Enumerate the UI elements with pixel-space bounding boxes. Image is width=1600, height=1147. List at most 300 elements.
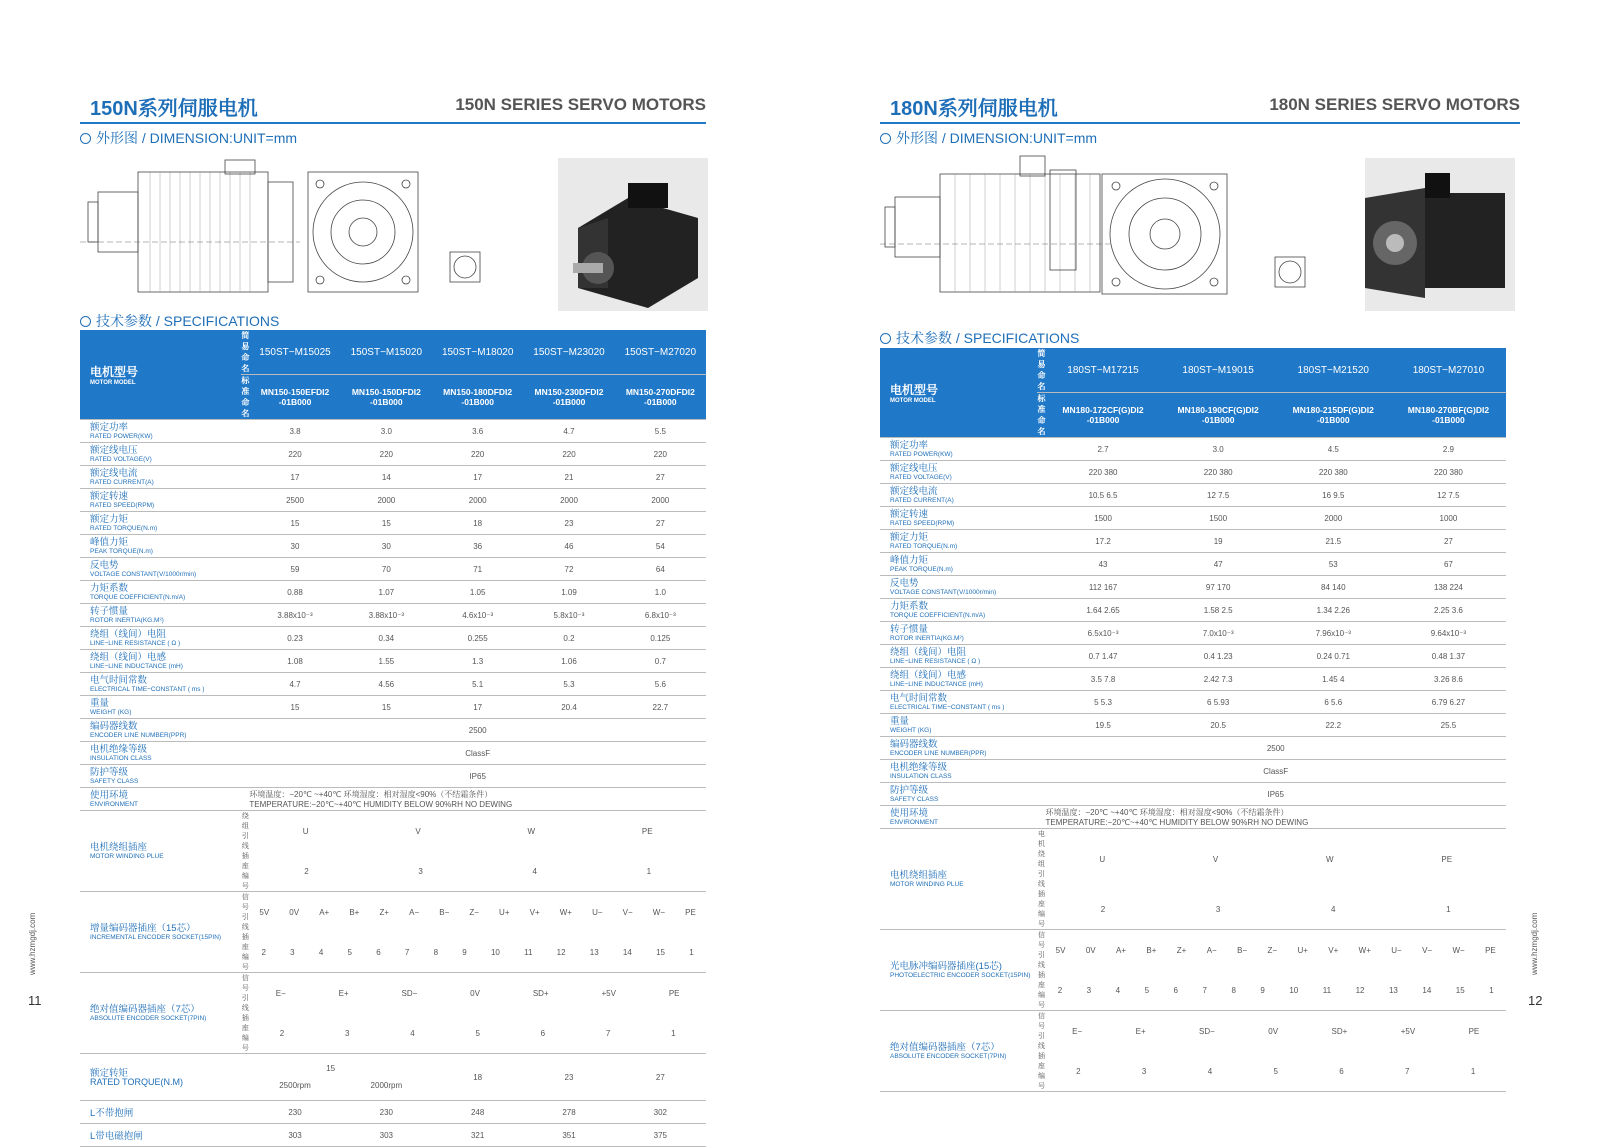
cell-value: 72 — [523, 558, 614, 581]
cell-value: 36 — [432, 535, 523, 558]
cell-value: 375 — [615, 1124, 706, 1147]
motor-model-header: 电机型号 MOTOR MODEL — [80, 330, 241, 420]
pin-number: 7 — [1202, 985, 1207, 995]
socket-sub-label: 电机绕组引线 — [1037, 831, 1045, 888]
pin-number: 13 — [1388, 985, 1398, 995]
dimension-section-title: 外形图 / DIMENSION:UNIT=mm — [880, 128, 1097, 148]
cell-value: 2500 — [1045, 737, 1506, 760]
pin-number: 3 — [418, 866, 423, 876]
row-label — [880, 461, 1045, 484]
pin-label: A+ — [1116, 945, 1127, 955]
pin-list — [1045, 1051, 1506, 1092]
cell-value: 4.5 — [1276, 438, 1391, 461]
row-label-cn: 额定转速 — [90, 490, 129, 502]
row-label — [80, 892, 241, 973]
table-row — [80, 719, 706, 742]
table-row — [880, 622, 1506, 645]
cell-value: 1.45 4 — [1276, 668, 1391, 691]
cell-value: 5 5.3 — [1045, 691, 1160, 714]
row-label-cn: 反电势 — [890, 577, 919, 589]
cell-value: 1500 — [1045, 507, 1160, 530]
model-name: 150ST−M18020 — [432, 330, 523, 375]
socket-sub-label: 绕组引线 — [241, 813, 249, 850]
page-number: 12 — [1528, 993, 1543, 1008]
pin-label: 0V — [289, 907, 300, 917]
cell-value: 2.7 — [1045, 438, 1160, 461]
pin-number: 4 — [318, 947, 324, 957]
cell-value: 1.3 — [432, 650, 523, 673]
standard-model-name: MN150-150EFDI2 -01B000 — [249, 375, 340, 420]
pin-label: U− — [592, 907, 603, 917]
socket-row — [880, 930, 1506, 971]
table-header-row — [880, 348, 1506, 393]
row-label — [880, 645, 1045, 668]
row-label — [80, 673, 249, 696]
row-label-en: RATED POWER(KW) — [90, 432, 153, 440]
row-label — [80, 1054, 249, 1101]
row-label-en: LINE−LINE INDUCTANCE (mH) — [890, 680, 983, 688]
page-number: 11 — [28, 993, 42, 1008]
model-name: 180ST−M27010 — [1391, 348, 1506, 393]
row-label — [880, 484, 1045, 507]
pin-label: U — [302, 826, 309, 836]
row-label-cn: 电机绕组插座 — [890, 869, 948, 881]
pin-number: 6 — [1173, 985, 1178, 995]
row-label — [880, 438, 1045, 461]
page-title-en: 180N SERIES SERVO MOTORS — [1269, 95, 1520, 114]
cell-value: 46 — [523, 535, 614, 558]
cell-value: 4.56 — [341, 673, 432, 696]
row-label — [880, 829, 1037, 930]
cell-value: 230 — [341, 1101, 432, 1124]
cell-value: 97 170 — [1161, 576, 1276, 599]
right-page — [880, 0, 1543, 1093]
row-label-en: TORQUE COEFFICIENT(N.m/A) — [90, 593, 186, 601]
table-row — [880, 461, 1506, 484]
pin-label: +5V — [1400, 1026, 1416, 1036]
row-label-en: LINE−LINE RESISTANCE ( Ω ) — [890, 657, 981, 665]
row-label — [880, 530, 1045, 553]
circle-bullet-icon — [80, 316, 91, 327]
row-label-en: ROTOR INERTIA(KG.M²) — [90, 616, 164, 624]
pin-number: 8 — [1231, 985, 1236, 995]
row-label — [80, 604, 249, 627]
cell-value: 15 — [341, 696, 432, 719]
pin-list — [249, 932, 706, 973]
table-row — [80, 1101, 706, 1124]
row-label-en: MOTOR WINDING PLUE — [90, 852, 164, 860]
cell-value: 2.9 — [1391, 438, 1506, 461]
table-row — [80, 696, 706, 719]
cell-value: 1.55 — [341, 650, 432, 673]
table-row — [880, 760, 1506, 783]
standard-model-name: MN150-150DFDI2 -01B000 — [341, 375, 432, 420]
row-label-cn: 额定功率 — [890, 439, 929, 451]
cell-value: 9.64x10⁻³ — [1391, 622, 1506, 645]
table-row — [80, 443, 706, 466]
cell-value: 71 — [432, 558, 523, 581]
cell-value: 19.5 — [1045, 714, 1160, 737]
row-label-en: WEIGHT (KG) — [890, 726, 932, 734]
pin-label: Z− — [1267, 945, 1278, 955]
cell-value: 22.2 — [1276, 714, 1391, 737]
cell-value: 7.0x10⁻³ — [1161, 622, 1276, 645]
row-label — [880, 806, 1045, 829]
row-label-cn: 额定转矩 — [90, 1067, 129, 1079]
row-label — [80, 973, 241, 1054]
row-label-cn: 电气时间常数 — [90, 674, 148, 686]
cell-value: 220 380 — [1276, 461, 1391, 484]
row-label-cn: 防护等级 — [90, 766, 129, 778]
cell-value: 220 — [432, 443, 523, 466]
cell-value: 220 — [341, 443, 432, 466]
cell-value: 220 — [523, 443, 614, 466]
pin-number: 2 — [279, 1028, 285, 1038]
row-label-en: RATED VOLTAGE(V) — [90, 455, 152, 463]
website-url: www.hzmgdj.com — [28, 912, 37, 975]
table-row — [80, 627, 706, 650]
standard-model-name: MN180-270BF(G)DI2 -01B000 — [1391, 393, 1506, 438]
circle-bullet-icon — [880, 333, 891, 344]
standard-name-label: 标准命名 — [1037, 394, 1046, 436]
cell-value: 5.8x10⁻³ — [523, 604, 614, 627]
cell-value: 27 — [615, 466, 706, 489]
cell-value: 351 — [523, 1124, 614, 1147]
row-label-cn: 转子惯量 — [90, 605, 129, 617]
pin-number: 3 — [290, 947, 295, 957]
pin-number: 14 — [1422, 985, 1432, 995]
row-label-cn: 转子惯量 — [890, 623, 929, 635]
row-label-cn: 重量 — [90, 697, 110, 709]
cell-value: 15 2500rpm 2000rpm — [249, 1054, 432, 1101]
row-label-cn: 电机绕组插座 — [90, 841, 148, 853]
pin-list — [1045, 889, 1506, 930]
pin-number: 12 — [556, 947, 566, 957]
row-label — [80, 742, 249, 765]
row-label-en: PEAK TORQUE(N.m) — [890, 565, 953, 573]
cell-value: 23 — [523, 512, 614, 535]
model-name: 150ST−M23020 — [523, 330, 614, 375]
pin-label: 0V — [1268, 1026, 1279, 1036]
table-row — [80, 742, 706, 765]
pin-number: 4 — [410, 1028, 415, 1038]
cell-value: 21.5 — [1276, 530, 1391, 553]
pin-number: 13 — [589, 947, 599, 957]
row-label — [880, 737, 1045, 760]
pin-number: 3 — [1086, 985, 1092, 995]
pin-label: A+ — [319, 907, 330, 917]
table-row — [880, 530, 1506, 553]
cell-value: 15 — [249, 512, 340, 535]
row-label — [80, 719, 249, 742]
pin-label: 5V — [259, 907, 270, 917]
cell-value: 3.8 — [249, 420, 340, 443]
cell-value: 4.7 — [523, 420, 614, 443]
cell-value: 220 380 — [1045, 461, 1160, 484]
row-label — [880, 1011, 1037, 1092]
cell-value: 2000 — [615, 489, 706, 512]
cell-value: 220 380 — [1391, 461, 1506, 484]
row-label-en: MOTOR WINDING PLUE — [890, 880, 964, 888]
row-label-cn: 防护等级 — [890, 784, 929, 796]
pin-list — [249, 1013, 706, 1054]
cell-value: 303 — [249, 1124, 340, 1147]
cell-value: 6.5x10⁻³ — [1045, 622, 1160, 645]
cell-value: 59 — [249, 558, 340, 581]
row-label-cn: 绕组（线间）电感 — [90, 651, 167, 663]
specifications-section-title: 技术参数 / SPECIFICATIONS — [80, 311, 279, 331]
socket-sub-label: 插座编号 — [1037, 891, 1045, 928]
row-label-cn: 额定力矩 — [90, 513, 129, 525]
row-label — [80, 558, 249, 581]
pin-number: 1 — [671, 1028, 676, 1038]
socket-sub-label: 插座编号 — [241, 853, 249, 890]
cell-value: 3.88x10⁻³ — [341, 604, 432, 627]
pin-label: E− — [275, 988, 286, 998]
row-label-en: VOLTAGE CONSTANT(V/1000r/min) — [90, 570, 197, 578]
model-name: 180ST−M21520 — [1276, 348, 1391, 393]
pin-label: W− — [652, 907, 665, 917]
cell-value: 67 — [1391, 553, 1506, 576]
row-label-en: SAFETY CLASS — [890, 795, 939, 803]
cell-value: 17 — [432, 466, 523, 489]
cell-value: 0.34 — [341, 627, 432, 650]
cell-value: 0.7 1.47 — [1045, 645, 1160, 668]
cell-value: 54 — [615, 535, 706, 558]
row-label-en: ENCODER LINE NUMBER(PPR) — [90, 731, 187, 739]
pin-number: 8 — [433, 947, 439, 957]
cell-value: 53 — [1276, 553, 1391, 576]
row-label-en: RATED SPEED(RPM) — [90, 501, 155, 509]
row-label-cn: 使用环境 — [890, 807, 929, 819]
row-label — [80, 788, 249, 811]
specifications-section-title: 技术参数 / SPECIFICATIONS — [880, 328, 1079, 348]
pin-number: 7 — [605, 1028, 611, 1038]
pin-number: 3 — [1141, 1066, 1147, 1076]
pin-list — [1045, 829, 1506, 890]
cell-value: 23 — [523, 1054, 614, 1101]
row-label-en: PEAK TORQUE(N.m) — [90, 547, 153, 555]
cell-value: 1.09 — [523, 581, 614, 604]
pin-number: 2 — [1076, 1066, 1081, 1076]
table-row — [880, 783, 1506, 806]
pin-number: 4 — [1331, 904, 1336, 914]
page-title-bar — [880, 92, 1520, 124]
cell-value: 0.2 — [523, 627, 614, 650]
socket-sub-label: 信号引线 — [241, 975, 249, 1012]
row-label-en: ELECTRICAL TIME−CONSTANT ( ms ) — [90, 685, 205, 693]
page-title-en: 150N SERIES SERVO MOTORS — [455, 95, 706, 114]
cell-value: 43 — [1045, 553, 1160, 576]
row-label-cn: 额定转速 — [890, 508, 929, 520]
table-row — [880, 576, 1506, 599]
cell-value: 2.25 3.6 — [1391, 599, 1506, 622]
cell-value: 5.1 — [432, 673, 523, 696]
spec-table — [880, 348, 1506, 1092]
row-label — [80, 512, 249, 535]
cell-value: 1.07 — [341, 581, 432, 604]
cell-value: 1.05 — [432, 581, 523, 604]
row-label-cn: 额定线电压 — [890, 462, 938, 474]
cell-value: 21 — [523, 466, 614, 489]
pin-number: 9 — [1260, 985, 1265, 995]
cell-value: 10.5 6.5 — [1045, 484, 1160, 507]
table-row — [80, 604, 706, 627]
row-label — [80, 420, 249, 443]
cell-value: 64 — [615, 558, 706, 581]
pin-number: 1 — [1470, 1066, 1476, 1076]
row-label-en: ROTOR INERTIA(KG.M²) — [890, 634, 964, 642]
spec-table — [80, 330, 706, 1147]
cell-value: 84 140 — [1276, 576, 1391, 599]
cell-value: 6 5.93 — [1161, 691, 1276, 714]
socket-sub-label: 插座编号 — [241, 1015, 249, 1052]
cell-value: 2.42 7.3 — [1161, 668, 1276, 691]
pin-label: V — [1212, 854, 1219, 864]
pin-label: SD− — [401, 988, 418, 998]
row-label-en: LINE−LINE INDUCTANCE (mH) — [90, 662, 183, 670]
cell-value: 4.6x10⁻³ — [432, 604, 523, 627]
cell-value: IP65 — [1045, 783, 1506, 806]
cell-value: 3.26 8.6 — [1391, 668, 1506, 691]
row-label — [880, 599, 1045, 622]
cell-value: 0.24 0.71 — [1276, 645, 1391, 668]
pin-label: Z+ — [379, 907, 390, 917]
cell-value: 12 7.5 — [1391, 484, 1506, 507]
row-label — [880, 714, 1045, 737]
table-row — [80, 1054, 706, 1101]
cell-value: 0.23 — [249, 627, 340, 650]
cell-value: 0.4 1.23 — [1161, 645, 1276, 668]
cell-value: 220 — [615, 443, 706, 466]
cell-value: 15 — [341, 512, 432, 535]
pin-label: V+ — [1328, 945, 1339, 955]
standard-model-name: MN180-215DF(G)DI2 -01B000 — [1276, 393, 1391, 438]
row-label — [880, 576, 1045, 599]
pin-label: V — [415, 826, 421, 836]
row-label — [880, 783, 1045, 806]
cell-value: 220 — [249, 443, 340, 466]
standard-model-name: MN180-172CF(G)DI2 -01B000 — [1045, 393, 1160, 438]
pin-label: W+ — [1358, 945, 1371, 955]
cell-value: 环境温度：−20℃ ~+40℃ 环境湿度：相对湿度<90%（不结霜条件） TEMPERATURE:−20℃~+40℃ HUMIDITY BELOW 90%RH NO DEWING — [1045, 806, 1506, 829]
pin-number: 15 — [1455, 985, 1465, 995]
pin-label: PE — [685, 907, 696, 917]
row-label-cn: 电气时间常数 — [890, 692, 948, 704]
cell-value: 19 — [1161, 530, 1276, 553]
pin-number: 10 — [1289, 985, 1299, 995]
cell-value: 3.6 — [432, 420, 523, 443]
pin-label: E− — [1072, 1026, 1083, 1036]
row-label-en: ENCODER LINE NUMBER(PPR) — [890, 749, 987, 757]
table-row — [80, 512, 706, 535]
pin-label: E+ — [338, 988, 349, 998]
row-label-cn: 额定线电流 — [890, 485, 938, 497]
row-label-cn: 绝对值编码器插座（7芯） — [90, 1003, 200, 1015]
pin-number: 5 — [1273, 1066, 1278, 1076]
cell-value: 5.3 — [523, 673, 614, 696]
socket-row — [80, 811, 706, 852]
pin-number: 4 — [532, 866, 537, 876]
row-label-cn: 额定力矩 — [890, 531, 929, 543]
cell-value: 18 — [432, 512, 523, 535]
cell-value: 5.6 — [615, 673, 706, 696]
model-name: 150ST−M15025 — [249, 330, 340, 375]
cell-value: 27 — [615, 1054, 706, 1101]
row-label-cn: 额定功率 — [90, 421, 129, 433]
pin-list — [249, 811, 706, 852]
cell-value: 321 — [432, 1124, 523, 1147]
pin-list — [1045, 1011, 1506, 1052]
pin-number: 2 — [261, 947, 266, 957]
pin-number: 3 — [1215, 904, 1221, 914]
row-label-cn: 反电势 — [90, 559, 119, 571]
cell-value: 2500 — [249, 719, 706, 742]
cell-value: 6 5.6 — [1276, 691, 1391, 714]
row-label-en: RATED SPEED(RPM) — [890, 519, 955, 527]
cell-value: 1500 — [1161, 507, 1276, 530]
row-label-cn: 峰值力矩 — [890, 554, 929, 566]
cell-value: 17 — [249, 466, 340, 489]
pin-label: +5V — [601, 988, 616, 998]
pin-label: U+ — [499, 907, 510, 917]
row-label — [880, 930, 1037, 1011]
cell-value: 6.8x10⁻³ — [615, 604, 706, 627]
row-label-en: RATED CURRENT(A) — [90, 478, 154, 486]
pin-number: 5 — [347, 947, 352, 957]
pin-label: SD+ — [1331, 1026, 1348, 1036]
cell-value: 0.7 — [615, 650, 706, 673]
table-row — [880, 645, 1506, 668]
standard-model-name: MN180-190CF(G)DI2 -01B000 — [1161, 393, 1276, 438]
socket-sub-label: 信号引线 — [241, 894, 249, 931]
standard-name-label: 标准命名 — [241, 376, 250, 418]
table-row — [80, 420, 706, 443]
cell-value: 22.7 — [615, 696, 706, 719]
cell-value: 302 — [615, 1101, 706, 1124]
cell-value: 27 — [615, 512, 706, 535]
pin-number: 6 — [540, 1028, 546, 1038]
standard-model-name: MN150-270DFDI2 -01B000 — [615, 375, 706, 420]
pin-label: W− — [1452, 945, 1465, 955]
row-label-en: RATED CURRENT(A) — [890, 496, 954, 504]
pin-number: 15 — [656, 947, 665, 957]
pin-label: W — [527, 826, 536, 836]
table-row — [80, 650, 706, 673]
row-label — [880, 691, 1045, 714]
pin-label: U+ — [1297, 945, 1308, 955]
cell-value: 1.58 2.5 — [1161, 599, 1276, 622]
row-label-en: INSULATION CLASS — [890, 772, 952, 780]
pin-label: E+ — [1135, 1026, 1146, 1036]
row-label-cn: 编码器线数 — [890, 738, 938, 750]
row-label — [880, 507, 1045, 530]
pin-number: 11 — [524, 947, 533, 957]
pin-number: 6 — [376, 947, 381, 957]
cell-value: 47 — [1161, 553, 1276, 576]
cell-value: 1.08 — [249, 650, 340, 673]
pin-label: PE — [668, 988, 680, 998]
row-label-cn: 使用环境 — [90, 789, 129, 801]
table-row — [880, 438, 1506, 461]
pin-number: 5 — [475, 1028, 480, 1038]
row-label-cn: 光电脉冲编码器插座(15芯) — [890, 960, 1002, 972]
circle-bullet-icon — [80, 133, 91, 144]
socket-row — [880, 1011, 1506, 1052]
row-label-cn: 绕组（线间）电阻 — [90, 628, 167, 640]
pin-label: 0V — [1085, 945, 1096, 955]
row-label: L带电磁抱闸 — [80, 1124, 249, 1147]
